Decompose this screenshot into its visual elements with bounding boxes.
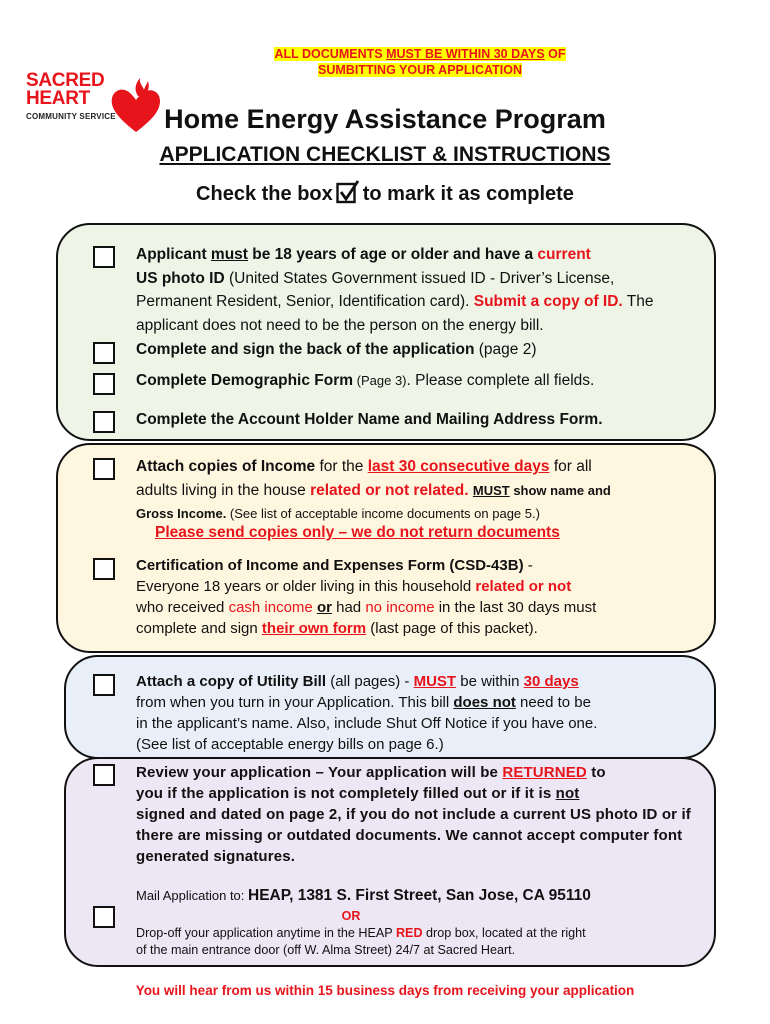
page-subtitle: APPLICATION CHECKLIST & INSTRUCTIONS: [159, 143, 611, 166]
checkbox-utility-bill[interactable]: [93, 674, 115, 696]
item-dropoff: Drop-off your application anytime in the HEAP RED drop box, located at the right of the main entrance door (off W. Alma Street) 24/7 at Sacred Heart.: [136, 926, 586, 957]
logo-line3: COMMUNITY SERVICE: [26, 112, 116, 121]
notice-line2: SUMBITTING YOUR APPLICATION: [318, 63, 522, 77]
item-account-holder-form: Complete the Account Holder Name and Mailing Address Form.: [136, 411, 603, 428]
sacred-heart-logo: [26, 72, 138, 152]
item-utility-bill: Attach a copy of Utility Bill (all pages) - MUST be within 30 days from when you turn in your Application. This bill does not need to be in the applicant’s name. Also, include Shut Off Notice if you have one. (See list of acceptable energy bills on page 6.): [136, 673, 598, 753]
checkbox-photo-id[interactable]: [93, 246, 115, 268]
checkbox-account-holder-form[interactable]: [93, 411, 115, 433]
copies-only-notice: Please send copies only – we do not return documents: [155, 524, 560, 541]
item-mail: Mail Application to: HEAP, 1381 S. First Street, San Jose, CA 95110: [136, 887, 591, 904]
item-review: Review your application – Your application will be RETURNED to you if the application is not completely filled out or if it is not signed and dated on page 2, if you do not include a current US photo ID or if there are missing or outdated documents. We cannot accept computer font generated signatures.: [136, 764, 691, 865]
item-demographic-form: Complete Demographic Form (Page 3). Please complete all fields.: [136, 372, 595, 389]
deadline-notice: [200, 46, 640, 78]
item-income: Attach copies of Income for the last 30 consecutive days for all adults living in the house related or not related. MUST show name and Gross Income. (See list of acceptable income documents on page 5.): [136, 458, 611, 521]
footer-notice: You will hear from us within 15 business days from receiving your application: [135, 983, 635, 998]
item-photo-id: Applicant must be 18 years of age or older and have a current US photo ID (United States Government issued ID - Driver’s License, Permanent Resident, Senior, Identification card). Submit a copy of ID. The applicant does not need to be the person on the energy bill.: [136, 246, 654, 334]
checkbox-sign-application[interactable]: [93, 342, 115, 364]
item-certification-form: Certification of Income and Expenses Form (CSD-43B) - Everyone 18 years or older living in this household related or not who received cash income or had no income in the last 30 days must complete and sign their own form (last page of this packet).: [136, 557, 597, 637]
checkbox-certification-form[interactable]: [93, 558, 115, 580]
mail-or: OR: [341, 909, 361, 923]
check-instruction: Check the box to mark it as complete: [150, 180, 620, 206]
checked-box-icon: [336, 180, 360, 204]
logo-line2: HEART: [26, 88, 90, 109]
checkbox-mail[interactable]: [93, 906, 115, 928]
checkbox-demographic-form[interactable]: [93, 373, 115, 395]
notice-line1: ALL DOCUMENTS MUST BE WITHIN 30 DAYS OF: [274, 47, 566, 61]
logo-line1: SACRED: [26, 70, 105, 91]
item-sign-application: Complete and sign the back of the application (page 2): [136, 341, 537, 358]
checkbox-income[interactable]: [93, 458, 115, 480]
page-title: Home Energy Assistance Program: [164, 104, 606, 134]
checkbox-review[interactable]: [93, 764, 115, 786]
